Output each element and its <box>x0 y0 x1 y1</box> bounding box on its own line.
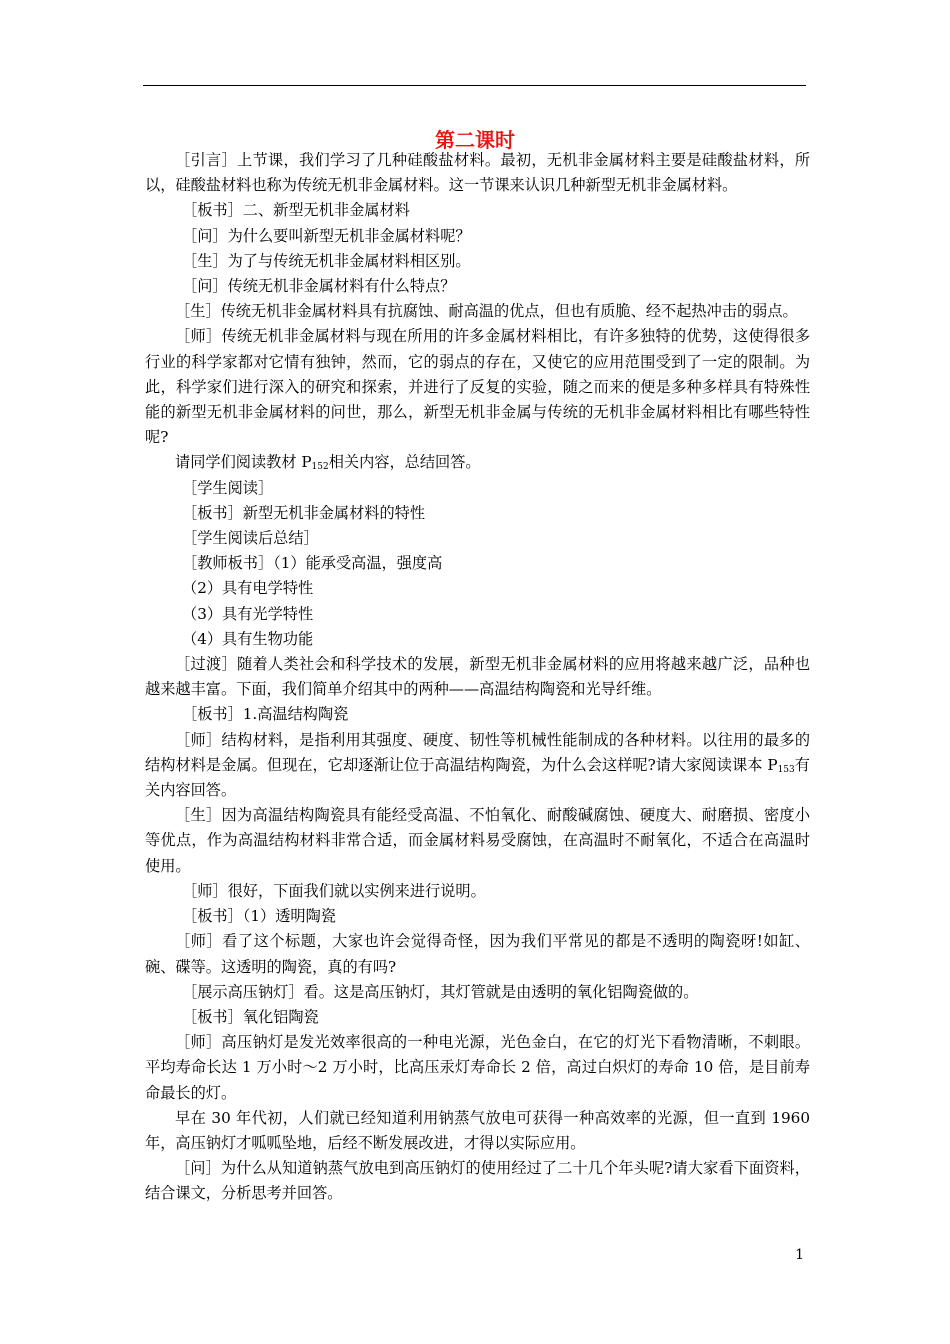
paragraph-question-2: ［问］传统无机非金属材料有什么特点？ <box>182 277 456 296</box>
paragraph-demo: ［展示高压钠灯］看。这是高压钠灯，其灯管就是由透明的氧化铝陶瓷做的。 <box>182 982 699 1001</box>
list-item-4: （4）具有生物功能 <box>182 629 314 648</box>
paragraph-board-4: ［板书］（1）透明陶瓷 <box>182 907 336 926</box>
paragraph-student-reading: ［学生阅读］ <box>182 478 274 497</box>
paragraph-teacher-1: ［师］传统无机非金属材料与现在所用的许多金属材料相比，有许多独特的优势，这使得很多行业的科学家都对它情有独钟，然而，它的弱点的存在，又使它的应用范围受到了一定的限制。为此，科学家们进行深入的研究和探索，并进行了反复的实验，随之而来的便是多种多样具有特殊性能的新型无机非金属材料的问世，那么，新型无机非金属与传统的无机非金属材料相比有哪些特性呢? <box>145 327 810 447</box>
paragraph-teacher-5: ［师］高压钠灯是发光效率很高的一种电光源，光色金白，在它的灯光下看物清晰，不刺眼。平均寿命长达 1 万小时～2 万小时，比高压汞灯寿命长 2 倍，高过白炽灯的寿命 10 倍，是目前寿命最长的灯。 <box>145 1033 810 1102</box>
paragraph-question-1: ［问］为什么要叫新型无机非金属材料呢？ <box>182 226 471 245</box>
paragraph-student-1: ［生］为了与传统无机非金属材料相区别。 <box>182 251 471 270</box>
document-body <box>145 148 810 1207</box>
list-item-3: （3）具有光学特性 <box>182 604 314 623</box>
paragraph-teacher-4: ［师］看了这个标题，大家也许会觉得奇怪，因为我们平常见的都是不透明的陶瓷呀!如缸、碗、碟等。这透明的陶瓷，真的有吗? <box>145 932 810 976</box>
page-number: 1 <box>795 1247 804 1263</box>
paragraph-board-2: ［板书］新型无机非金属材料的特性 <box>182 503 425 522</box>
paragraph-teacher-2 <box>145 728 810 804</box>
paragraph-board-3: ［板书］1.高温结构陶瓷 <box>182 705 349 724</box>
paragraph-transition: ［过渡］随着人类社会和科学技术的发展，新型无机非金属材料的应用将越来越广泛，品种也越来越丰富。下面，我们简单介绍其中的两种——高温结构陶瓷和光导纤维。 <box>145 655 810 699</box>
paragraph-reading-instruction <box>145 450 810 475</box>
header-rule <box>143 85 806 86</box>
text-run: ［师］结构材料，是指利用其强度、硬度、韧性等机械性能制成的各种材料。以往用的最多的结构材料是金属。但现在，它却逐渐让位于高温结构陶瓷，为什么会这样呢?请大家阅读课本 P <box>145 730 810 774</box>
paragraph-question-3: ［问］为什么从知道钠蒸气放电到高压钠灯的使用经过了二十几个年头呢?请大家看下面资料，结合课文，分析思考并回答。 <box>145 1159 810 1203</box>
paragraph-student-3: ［生］因为高温结构陶瓷具有能经受高温、不怕氧化、耐酸碱腐蚀、硬度大、耐磨损、密度小等优点，作为高温结构材料非常合适，而金属材料易受腐蚀，在高温时不耐氧化，不适合在高温时使用。 <box>145 806 810 875</box>
paragraph-teacher-3: ［师］很好，下面我们就以实例来进行说明。 <box>182 881 486 900</box>
page-subscript: 153 <box>777 764 795 775</box>
paragraph-student-2: ［生］传统无机非金属材料具有抗腐蚀、耐高温的优点，但也有质脆、经不起热冲击的弱点。 <box>175 302 798 321</box>
paragraph-student-summary: ［学生阅读后总结］ <box>182 529 319 548</box>
paragraph-board-5: ［板书］氧化铝陶瓷 <box>182 1007 319 1026</box>
page-title: 第二课时 <box>435 128 515 152</box>
text-run: 有关内容回答。 <box>145 755 810 800</box>
paragraph-history: 早在 30 年代初，人们就已经知道利用钠蒸气放电可获得一种高效率的光源，但一直到 1960 年，高压钠灯才呱呱坠地，后经不断发展改进，才得以实际应用。 <box>145 1108 810 1152</box>
text-run: 相关内容，总结回答。 <box>328 453 481 472</box>
page-subscript: 152 <box>311 462 329 473</box>
paragraph-board-1: ［板书］二、新型无机非金属材料 <box>182 201 410 220</box>
paragraph-teacher-board: ［教师板书］（1）能承受高温，强度高 <box>182 554 443 573</box>
text-run: 请同学们阅读教材 P <box>175 453 312 472</box>
paragraph-intro: ［引言］上节课，我们学习了几种硅酸盐材料。最初，无机非金属材料主要是硅酸盐材料，所以，硅酸盐材料也称为传统无机非金属材料。这一节课来认识几种新型无机非金属材料。 <box>145 151 810 195</box>
list-item-2: （2）具有电学特性 <box>182 579 314 598</box>
